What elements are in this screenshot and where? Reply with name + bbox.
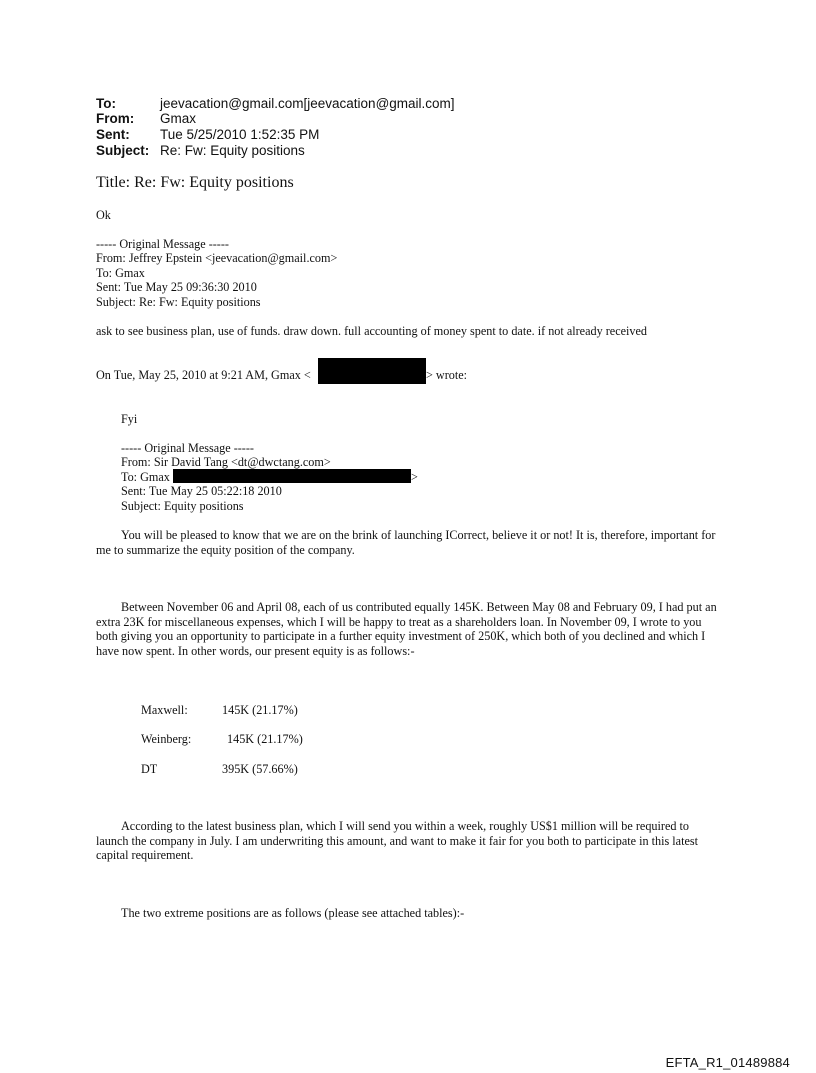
header-subject-row (96, 143, 305, 159)
original-message-marker-2: ----- Original Message ----- (121, 441, 254, 455)
equity-name-weinberg: Weinberg: (141, 732, 192, 746)
equity-value-dt: 395K (57.66%) (222, 762, 298, 776)
original-subject-1: Subject: Re: Fw: Equity positions (96, 295, 261, 309)
quote-intro-prefix: On Tue, May 25, 2010 at 9:21 AM, Gmax < (96, 368, 311, 382)
quote-intro-suffix: > wrote: (426, 368, 468, 382)
original-sent-2: Sent: Tue May 25 05:22:18 2010 (121, 484, 282, 498)
header-sent-row (96, 127, 319, 143)
original-message-marker-1: ----- Original Message ----- (96, 237, 229, 251)
reply-text: Ok (96, 208, 111, 222)
original-to-2-prefix: To: Gmax (121, 470, 170, 484)
from-value: Gmax (160, 111, 197, 126)
equity-name-dt: DT (141, 762, 158, 776)
body-paragraph-1: You will be pleased to know that we are on the brink of launching ICorrect, believe it or not! It is, therefore, important for me to summarize the equity position of the company. (96, 528, 716, 557)
equity-name-maxwell: Maxwell: (141, 703, 188, 717)
original-from-2: From: Sir David Tang <dt@dwctang.com> (121, 455, 331, 469)
body-paragraph-4: The two extreme positions are as follows (please see attached tables):- (121, 906, 465, 920)
from-label: From: (96, 111, 135, 126)
equity-value-maxwell: 145K (21.17%) (222, 703, 298, 717)
body-paragraph-3: According to the latest business plan, which I will send you within a week, roughly US$1 million will be required to launch the company in July. I am underwriting this amount, and want to make it fair for you both to participate in this latest capital requirement. (96, 819, 699, 862)
original-body-1: ask to see business plan, use of funds. draw down. full accounting of money spent to date. if not already received (96, 324, 647, 338)
header-to-row (96, 96, 455, 112)
sent-label: Sent: (96, 127, 130, 142)
to-value: jeevacation@gmail.com[jeevacation@gmail.com] (160, 96, 455, 111)
redaction-box (173, 469, 411, 483)
to-label: To: (96, 96, 116, 111)
original-sent-1: Sent: Tue May 25 09:36:30 2010 (96, 280, 257, 294)
original-subject-2: Subject: Equity positions (121, 499, 244, 513)
equity-value-weinberg: 145K (21.17%) (227, 732, 303, 746)
original-to-2-suffix: > (411, 470, 418, 484)
original-from-1: From: Jeffrey Epstein <jeevacation@gmail.com> (96, 251, 338, 265)
original-to-1: To: Gmax (96, 266, 145, 280)
body-paragraph-2: Between November 06 and April 08, each of us contributed equally 145K. Between May 08 and February 09, I had put an extra 23K for miscellaneous expenses, which I will be happy to treat as a shareholders loan. In November 09, I wrote to you both giving you an opportunity to participate in a further equity investment of 250K, which both of you declined and which I have now spent. In other words, our present equity is as follows:- (96, 600, 717, 658)
header-from-row (96, 111, 196, 127)
document-id: EFTA_R1_01489884 (665, 1055, 790, 1070)
subject-value: Re: Fw: Equity positions (160, 143, 305, 158)
sent-value: Tue 5/25/2010 1:52:35 PM (160, 127, 320, 142)
email-title: Title: Re: Fw: Equity positions (96, 174, 294, 191)
redaction-box (318, 358, 426, 384)
fyi-text: Fyi (121, 412, 138, 426)
subject-label: Subject: (96, 143, 150, 158)
